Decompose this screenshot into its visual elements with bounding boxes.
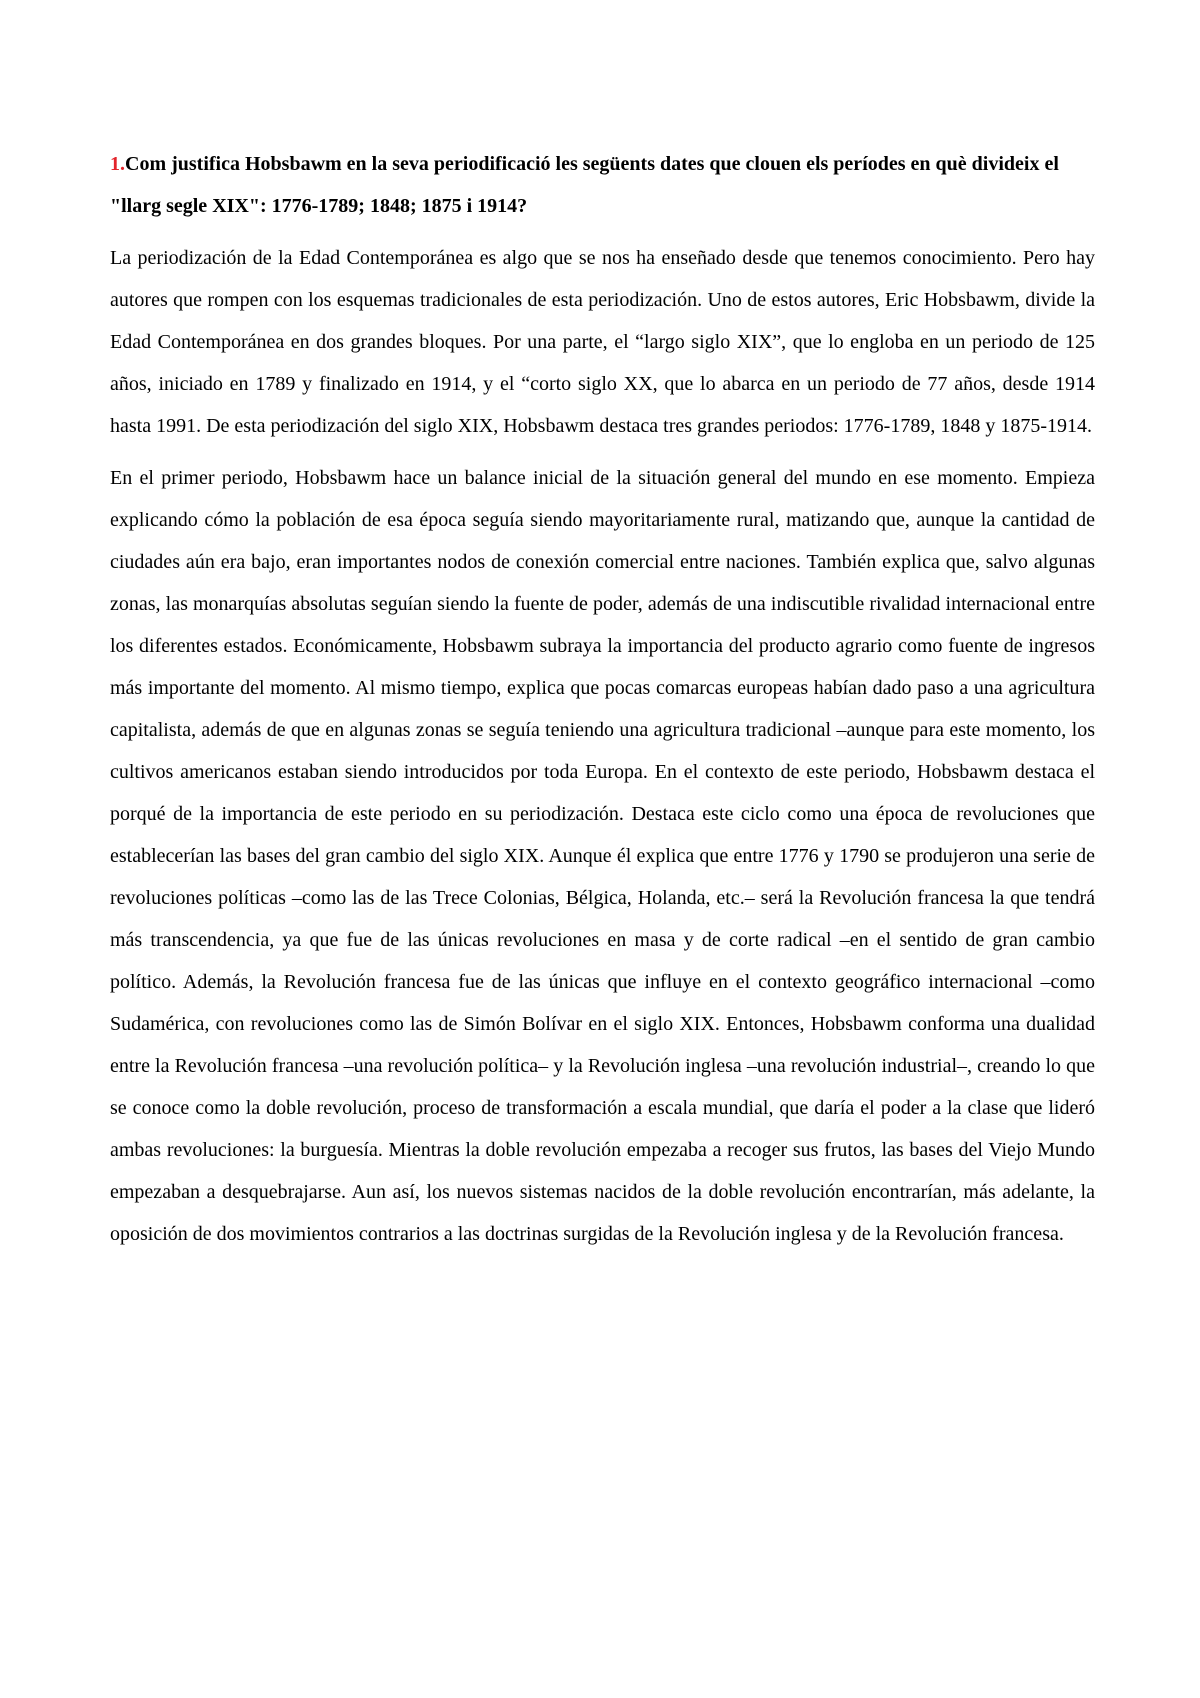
document-body (110, 143, 1095, 1265)
paragraph-first-period: En el primer periodo, Hobsbawm hace un balance inicial de la situación general del mundo en ese momento. Empieza explicando cómo la población de esa época seguía siendo mayoritariamente rural, matizando que, aunque la cantidad de ciudades aún era bajo, eran importantes nodos de conexión comercial entre naciones. También explica que, salvo algunas zonas, las monarquías absolutas seguían siendo la fuente de poder, además de una indiscutible rivalidad internacional entre los diferentes estados. Económicamente, Hobsbawm subraya la importancia del producto agrario como fuente de ingresos más importante del momento. Al mismo tiempo, explica que pocas comarcas europeas habían dado paso a una agricultura capitalista, además de que en algunas zonas se seguía teniendo una agricultura tradicional –aunque para este momento, los cultivos americanos estaban siendo introducidos por toda Europa. En el contexto de este periodo, Hobsbawm destaca el porqué de la importancia de este periodo en su periodización. Destaca este ciclo como una época de revoluciones que establecerían las bases del gran cambio del siglo XIX. Aunque él explica que entre 1776 y 1790 se produjeron una serie de revoluciones políticas –como las de las Trece Colonias, Bélgica, Holanda, etc.– será la Revolución francesa la que tendrá más transcendencia, ya que fue de las únicas revoluciones en masa y de corte radical –en el sentido de gran cambio político. Además, la Revolución francesa fue de las únicas que influye en el contexto geográfico internacional –como Sudamérica, con revoluciones como las de Simón Bolívar en el siglo XIX. Entonces, Hobsbawm conforma una dualidad entre la Revolución francesa –una revolución política– y la Revolución inglesa –una revolución industrial–, creando lo que se conoce como la doble revolución, proceso de transformación a escala mundial, que daría el poder a la clase que lideró ambas revoluciones: la burguesía. Mientras la doble revolución empezaba a recoger sus frutos, las bases del Viejo Mundo empezaban a desquebrajarse. Aun así, los nuevos sistemas nacidos de la doble revolución encontrarían, más adelante, la oposición de dos movimientos contrarios a las doctrinas surgidas de la Revolución inglesa y de la Revolución francesa. (110, 467, 1095, 1245)
question-number: 1. (110, 153, 125, 175)
paragraph-intro: La periodización de la Edad Contemporánea es algo que se nos ha enseñado desde que tenemos conocimiento. Pero hay autores que rompen con los esquemas tradicionales de esta periodización. Uno de estos autores, Eric Hobsbawm, divide la Edad Contemporánea en dos grandes bloques. Por una parte, el “largo siglo XIX”, que lo engloba en un periodo de 125 años, iniciado en 1789 y finalizado en 1914, y el “corto siglo XX, que lo abarca en un periodo de 77 años, desde 1914 hasta 1991. De esta periodización del siglo XIX, Hobsbawm destaca tres grandes periodos: 1776-1789, 1848 y 1875-1914. (110, 247, 1095, 437)
question-text: Com justifica Hobsbawm en la seva periodificació les següents dates que clouen els períodes en què divideix el "llarg segle XIX": 1776-1789; 1848; 1875 i 1914? (110, 153, 1059, 217)
question-heading (110, 143, 1095, 227)
